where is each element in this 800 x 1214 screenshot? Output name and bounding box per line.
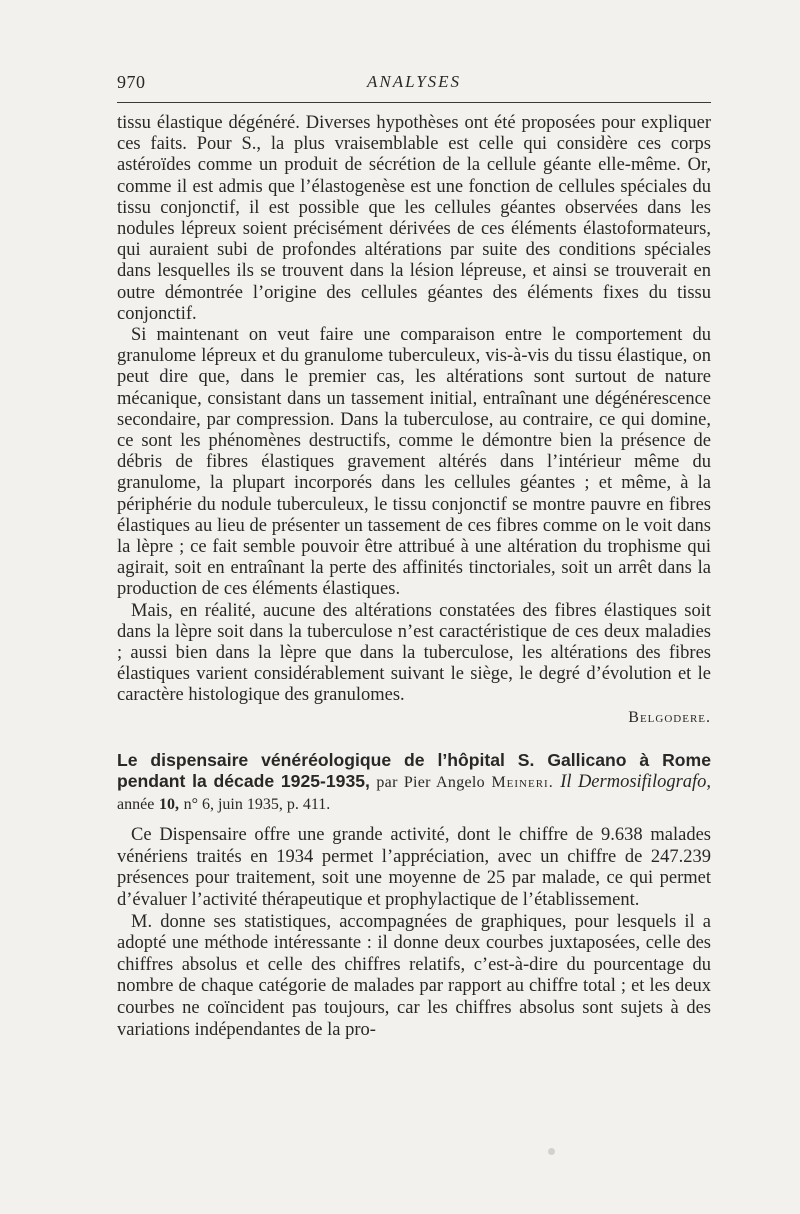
paragraph-1: tissu élastique dégénéré. Diverses hypothèses ont été proposées pour expliquer ces faits. Pour S., la plus vraisemblable est celle qui considère ces corps astéroïdes comme un produit de sécrétion de la cellule géante elle-même. Or, comme il est admis que l’élastogenèse est une fonction de cellules spéciales du tissu conjonctif, il est possible que les cellules géantes observées dans les nodules lépreux soient précisément dérivées de ces éléments élastoformateurs, qui auraient subi de profondes altérations par suite des conditions spéciales dans lesquelles ils se trouvent dans la lésion lépreuse, et ainsi se trouverait en outre démontrée l’origine des cellules géantes des éléments fixes du tissu conjonctif.	[117, 113, 711, 324]
review-heading	[117, 750, 711, 816]
author-signature: Belgodere.	[628, 708, 711, 726]
review-journal: Il Dermosifilografo,	[560, 772, 712, 793]
page-number: 970	[117, 72, 146, 92]
text-block	[117, 113, 711, 1041]
review-paragraph-1: Ce Dispensaire offre une grande activité, dont le chiffre de 9.638 malades vénériens traités en 1934 permet l’appréciation, avec un chiffre de 247.239 présences pour traitement, soit une moyenne de 25 par malade, ce qui permet d’évaluer l’activité thérapeutique et prophylactique de l’établissement.	[117, 825, 711, 910]
review-citation-prefix: année	[117, 795, 155, 813]
running-header	[117, 64, 711, 104]
header-rule	[117, 102, 711, 103]
review-author: Meineri.	[491, 774, 554, 792]
review-byline: par Pier Angelo	[376, 774, 485, 792]
review-volume: 10,	[158, 795, 179, 813]
running-title: ANALYSES	[366, 72, 462, 91]
review-title: Le dispensaire vénéréologique de l’hôpital S. Gallicano à Rome pendant la décade 1925-1935,	[117, 749, 711, 792]
review-body	[117, 825, 711, 1041]
review-paragraph-2: M. donne ses statistiques, accompagnées de graphiques, pour lesquels il a adopté une méthode intéressante : il donne deux courbes juxtaposées, celle des chiffres absolus et celle des chiffres relatifs, c’est-à-dire du pourcentage du nombre de chaque catégorie de malades par rapport au chiffre total ; et les deux courbes ne coïncident pas toujours, car les chiffres absolus sont sujets à des variations indépendantes de la pro-	[117, 911, 711, 1040]
second-article	[117, 750, 711, 1041]
paragraph-2: Si maintenant on veut faire une comparaison entre le comportement du granulome lépreux et du granulome tuberculeux, vis-à-vis du tissu élastique, on peut dire que, dans le premier cas, les altérations sont surtout de nature mécanique, consistant dans un tassement initial, entraînant une dégénérescence secondaire, par compression. Dans la tuberculose, au contraire, ce qui domine, ce sont les phénomènes destructifs, comme le démontre bien la présence de débris de fibres élastiques gravement altérés dans l’intérieur même du granulome, la plupart incorporés dans les cellules géantes ; et même, à la périphérie du nodule tuberculeux, le tissu conjonctif se montre pauvre en fibres élastiques au lieu de présenter un tassement de ces fibres comme on le voit dans la lèpre ; ce fait semble pouvoir être attribué à une altération du trophisme qui agirait, soit en entraînant la perte des affinités tinctoriales, soit un arrêt dans la production de ces éléments élastiques.	[117, 325, 711, 600]
paragraph-3: Mais, en réalité, aucune des altérations constatées des fibres élastiques soit dans la lèpre soit dans la tuberculose n’est caractéristique de ces deux maladies ; aussi bien dans la lèpre que dans la tuberculose, les altérations des fibres élastiques varient considérablement suivant le siège, le degré d’évolution et le caractère histologique des granulomes.	[117, 600, 711, 706]
paper-speck	[548, 1148, 555, 1155]
review-citation-suffix: n° 6, juin 1935, p. 411.	[183, 795, 331, 813]
first-article-continuation	[117, 113, 711, 728]
